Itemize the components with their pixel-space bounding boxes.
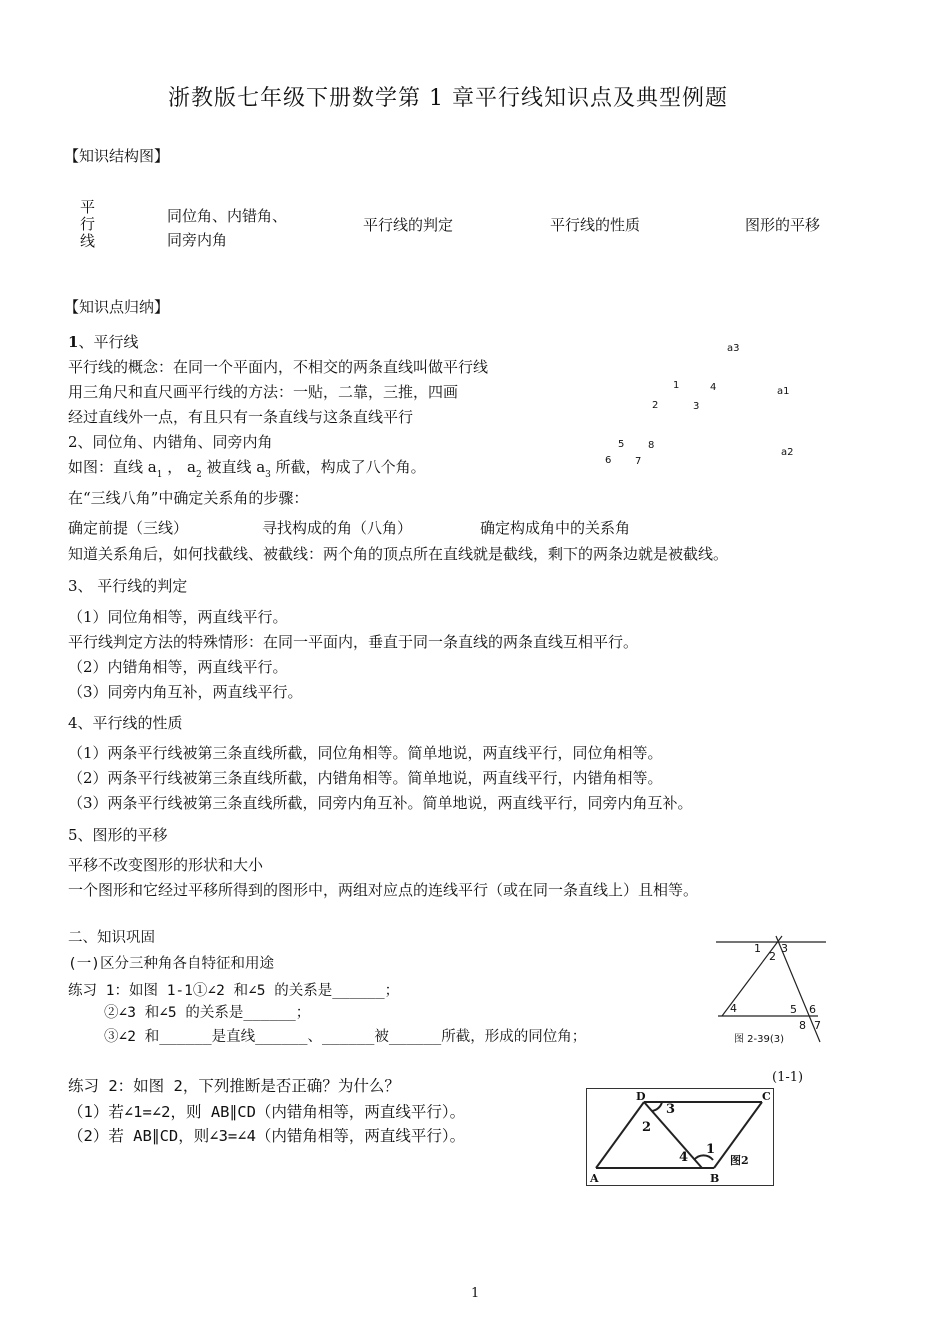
- tri-angle-6: 6: [809, 1003, 816, 1016]
- vertex-c: C: [762, 1090, 771, 1103]
- exercise-2-q1: （1）若∠1=∠2，则 AB∥CD（内错角相等，两直线平行）。: [68, 1103, 466, 1121]
- vertex-b: B: [710, 1172, 720, 1185]
- parallelogram-figure: [586, 1088, 774, 1186]
- s3-line-3: （3）同旁内角互补，两直线平行。: [68, 683, 303, 701]
- part2-title: 二、知识巩固: [68, 930, 155, 946]
- structure-root: 平 行 线: [80, 198, 96, 250]
- s3-special: 平行线判定方法的特殊情形：在同一平面内，垂直于同一条直线的两条直线互相平行。: [68, 633, 639, 651]
- para-angle-4: 4: [679, 1150, 689, 1165]
- structure-node-translation: 图形的平移: [745, 216, 821, 234]
- section-5-heading: 5、图形的平移: [68, 826, 168, 844]
- page-number: 1: [471, 1286, 480, 1301]
- angle-label-4: 4: [710, 382, 717, 393]
- tri-angle-8: 8: [799, 1019, 806, 1032]
- angle-label-2: 2: [652, 400, 659, 411]
- exercise-2-q2: （2）若 AB∥CD，则∠3=∠4（内错角相等，两直线平行）。: [68, 1127, 466, 1145]
- s1-line-3: 经过直线外一点，有且只有一条直线与这条直线平行: [68, 408, 414, 426]
- tri-angle-5: 5: [790, 1003, 797, 1016]
- vertex-a: A: [590, 1172, 599, 1185]
- angle-label-5: 5: [618, 439, 625, 450]
- s4-line-1: （1）两条平行线被第三条直线所截，同位角相等。简单地说，两直线平行，同位角相等。: [68, 744, 663, 762]
- tri-angle-4: 4: [730, 1002, 737, 1015]
- label-a2: a2: [781, 447, 794, 458]
- triangle-figure-caption: 图 2-39(3): [734, 1034, 785, 1045]
- angle-label-6: 6: [605, 455, 612, 466]
- s3-line-2: （2）内错角相等，两直线平行。: [68, 658, 288, 676]
- exercise-1-q2: ②∠3 和∠5 的关系是______；: [104, 1005, 311, 1021]
- s1-line-1: 平行线的概念：在同一个平面内，不相交的两条直线叫做平行线: [68, 358, 489, 376]
- label-a1: a1: [777, 386, 790, 397]
- page-title: 浙教版七年级下册数学第 1 章平行线知识点及典型例题: [168, 86, 728, 111]
- figure-label-1-1: (1-1): [772, 1070, 804, 1085]
- label-a3: a3: [727, 343, 740, 354]
- structure-node-judgement: 平行线的判定: [363, 216, 454, 234]
- section-2-heading: 2、同位角、内错角、同旁内角: [68, 433, 273, 451]
- tri-angle-3: 3: [781, 942, 788, 955]
- exercise-1-q1: 练习 1：如图 1-1①∠2 和∠5 的关系是______；: [68, 983, 400, 999]
- triangle-figure: [714, 934, 834, 1050]
- para-angle-1: 1: [706, 1142, 716, 1157]
- tri-angle-7: 7: [814, 1019, 821, 1032]
- s1-line-2: 用三角尺和直尺画平行线的方法：一贴，二靠，三推，四画: [68, 383, 459, 401]
- s2-step-2: 寻找构成的角（八角）: [262, 519, 413, 537]
- angle-label-7: 7: [635, 456, 642, 467]
- exercise-1-q3: ③∠2 和______是直线______、______被______所截，形成的同位角；: [104, 1029, 587, 1045]
- s2-steps-intro: 在“三线八角”中确定关系角的步骤：: [68, 489, 309, 507]
- s2-tip: 知道关系角后，如何找截线、被截线：两个角的顶点所在直线就是截线，剩下的两条边就是被截线。: [68, 545, 729, 563]
- tri-angle-2: 2: [769, 950, 776, 963]
- parallelogram-caption: 图2: [730, 1154, 749, 1167]
- s4-line-3: （3）两条平行线被第三条直线所截，同旁内角互补。简单地说，两直线平行，同旁内角互补。: [68, 794, 693, 812]
- parallelogram-lines: [586, 1088, 774, 1186]
- tri-angle-1: 1: [754, 942, 761, 955]
- s3-line-1: （1）同位角相等，两直线平行。: [68, 608, 288, 626]
- eight-angles-figure: [600, 340, 820, 470]
- para-angle-3: 3: [666, 1102, 676, 1117]
- angle-label-3: 3: [693, 401, 700, 412]
- structure-node-angles: 同位角、内错角、 同旁内角: [167, 207, 288, 249]
- s2-figure-text: 如图：直线 $a_1$ ， $a_2$ 被直线 $a_3$ 所截，构成了八个角。: [68, 458, 426, 480]
- vertex-d: D: [636, 1090, 646, 1103]
- section-3-heading: 3、 平行线的判定: [68, 577, 188, 595]
- s5-line-1: 平移不改变图形的形状和大小: [68, 856, 264, 874]
- s2-step-1: 确定前提（三线）: [68, 519, 189, 537]
- section-4-heading: 4、平行线的性质: [68, 714, 183, 732]
- s4-line-2: （2）两条平行线被第三条直线所截，内错角相等。简单地说，两直线平行，内错角相等。: [68, 769, 663, 787]
- angle-label-8: 8: [648, 440, 655, 451]
- section-1-heading: 1、平行线: [68, 333, 139, 351]
- s2-step-3: 确定构成角中的关系角: [480, 519, 631, 537]
- angle-label-1: 1: [673, 380, 680, 391]
- summary-header: 【知识点归纳】: [64, 298, 170, 316]
- structure-node-property: 平行线的性质: [550, 216, 641, 234]
- part2-subtitle: (一)区分三种角各自特征和用途: [68, 956, 274, 972]
- structure-header: 【知识结构图】: [64, 147, 170, 165]
- exercise-2-title: 练习 2：如图 2，下列推断是否正确？为什么？: [68, 1077, 400, 1095]
- s5-line-2: 一个图形和它经过平移所得到的图形中，两组对应点的连线平行（或在同一条直线上）且相等。: [68, 881, 699, 899]
- para-angle-2: 2: [642, 1120, 652, 1135]
